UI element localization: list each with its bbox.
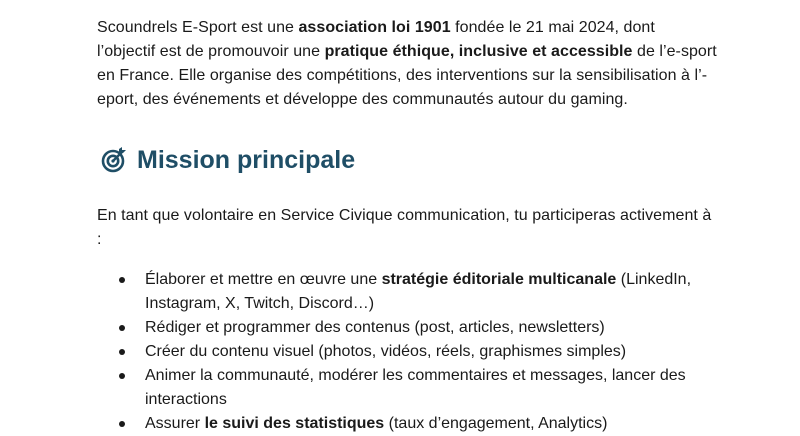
mission-intro: En tant que volontaire en Service Civique communication, tu participeras activement à :	[97, 207, 712, 248]
mission-list	[97, 268, 717, 436]
list-item	[97, 316, 717, 340]
about-bold-1: association loi 1901	[298, 19, 451, 36]
document-body	[97, 16, 717, 436]
list-item-bold: le suivi des statistiques	[204, 415, 385, 432]
bullet-dot	[119, 325, 125, 331]
bullet-dot	[119, 349, 125, 355]
list-item	[97, 340, 717, 364]
list-item-text: Animer la communauté, modérer les commentaires et messages, lancer des interactions	[145, 367, 686, 408]
list-item	[97, 268, 717, 316]
target-icon	[101, 147, 127, 173]
list-item	[97, 364, 717, 412]
list-item-text: Créer du contenu visuel (photos, vidéos, réels, graphismes simples)	[145, 343, 627, 360]
list-item	[97, 412, 717, 436]
mission-heading	[97, 140, 717, 180]
list-item-text: Assurer	[145, 415, 205, 432]
about-text-3: de l’e-sport en France. Elle organise des compétitions, des interventions sur la sensibilisation à l’-eport, des événements et développe des communautés autour du gaming.	[97, 43, 717, 108]
about-text-2: fondée le 21 mai 2024, dont l’objectif est de promouvoir une	[97, 19, 655, 60]
mission-title: Mission principale	[137, 146, 356, 174]
list-item-text: (taux d’engagement, Analytics)	[384, 415, 608, 432]
bullet-dot	[119, 421, 125, 427]
list-item-text: Élaborer et mettre en œuvre une	[145, 271, 382, 288]
list-item-text: (LinkedIn, Instagram, X, Twitch, Discord…)	[145, 271, 692, 312]
bullet-dot	[119, 373, 125, 379]
about-paragraph	[97, 16, 717, 112]
about-text-1: Scoundrels E-Sport est une	[97, 19, 299, 36]
list-item-text: Rédiger et programmer des contenus (post, articles, newsletters)	[145, 319, 605, 336]
bullet-dot	[119, 277, 125, 283]
about-bold-2: pratique éthique, inclusive et accessible	[324, 43, 633, 60]
list-item-bold: stratégie éditoriale multicanale	[381, 271, 617, 288]
